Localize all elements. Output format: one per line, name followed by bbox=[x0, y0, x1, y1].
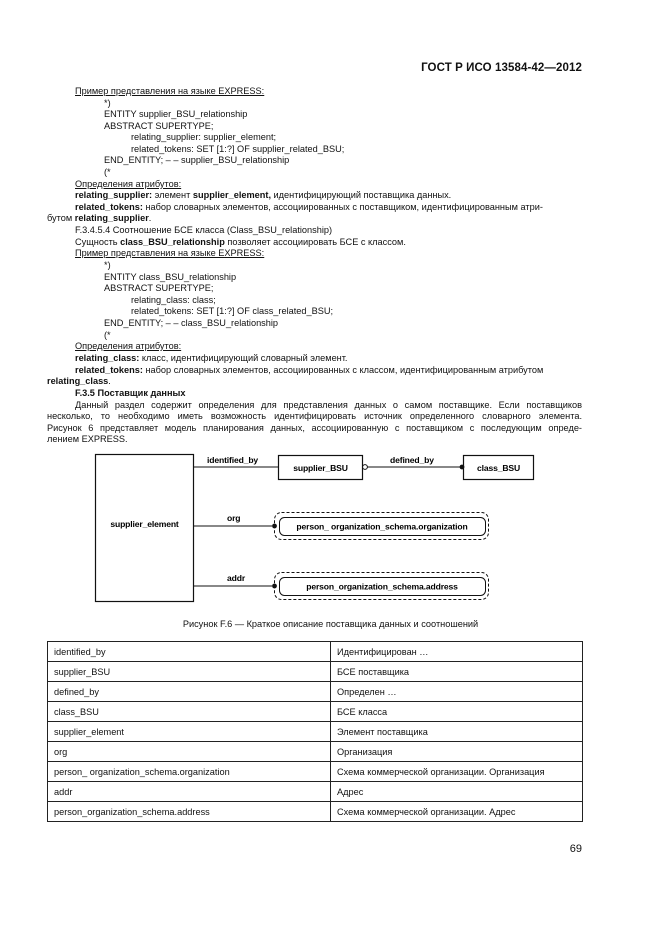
table-cell-term: class_BSU bbox=[48, 702, 331, 722]
table-cell-term: defined_by bbox=[48, 682, 331, 702]
section-title: F.3.5 Поставщик данных bbox=[75, 388, 186, 398]
table-cell-translation: Элемент поставщика bbox=[331, 722, 583, 742]
table-cell-translation: Определен … bbox=[331, 682, 583, 702]
table-row bbox=[48, 662, 583, 682]
attribute-term: related_tokens: bbox=[75, 365, 143, 375]
attribute-text: бутом bbox=[47, 213, 75, 223]
table-cell-term: supplier_element bbox=[48, 722, 331, 742]
code-line: *) bbox=[104, 98, 111, 108]
entity-label-supplier-bsu: supplier_BSU bbox=[293, 463, 348, 473]
attribute-text: идентифицирующий поставщика данных. bbox=[271, 190, 452, 200]
table-cell-term: supplier_BSU bbox=[48, 662, 331, 682]
entity-text: Сущность bbox=[75, 237, 121, 247]
paragraph-line: Данный раздел содержит определения для представления данных о самом поставщике. Если поставщиков bbox=[75, 400, 582, 410]
code-line: ENTITY class_BSU_relationship bbox=[104, 272, 237, 282]
table-row bbox=[48, 802, 583, 822]
attribute-bold-ref: relating_class bbox=[47, 376, 109, 386]
table-row bbox=[48, 782, 583, 802]
paragraph-line: несколько, то необходимо иметь возможность идентифицировать источник определенного словарного элемента. bbox=[47, 411, 582, 421]
attribute-text: элемент bbox=[152, 190, 193, 200]
table-row bbox=[48, 762, 583, 782]
relation-label-defined-by: defined_by bbox=[390, 455, 434, 465]
attribute-text: . bbox=[148, 213, 152, 223]
table-cell-term: identified_by bbox=[48, 642, 331, 662]
code-line: *) bbox=[104, 260, 111, 270]
page-number: 69 bbox=[569, 843, 582, 855]
document-header: ГОСТ Р ИСО 13584-42—2012 bbox=[421, 62, 582, 74]
code-line: END_ENTITY; – – supplier_BSU_relationship bbox=[104, 155, 290, 165]
example-heading: Пример представления на языке EXPRESS: bbox=[75, 86, 265, 96]
attribute-term: relating_class: bbox=[75, 353, 140, 363]
attribute-bold-ref: supplier_element, bbox=[192, 190, 271, 200]
code-line: END_ENTITY; – – class_BSU_relationship bbox=[104, 318, 279, 328]
code-line: relating_supplier: supplier_element; bbox=[131, 132, 277, 142]
table-cell-translation: Идентифицирован … bbox=[331, 642, 583, 662]
attributes-heading: Определения атрибутов: bbox=[75, 179, 182, 189]
schema-ref-label-addr: person_organization_schema.address bbox=[306, 581, 458, 592]
relation-label-org: org bbox=[227, 513, 241, 523]
example-heading: Пример представления на языке EXPRESS: bbox=[75, 248, 265, 258]
table-cell-term: addr bbox=[48, 782, 331, 802]
code-line: ENTITY supplier_BSU_relationship bbox=[104, 109, 248, 119]
attribute-text: класс, идентифицирующий словарный элемент. bbox=[139, 353, 348, 363]
table-cell-translation: Адрес bbox=[331, 782, 583, 802]
code-line: ABSTRACT SUPERTYPE; bbox=[104, 283, 214, 293]
table-cell-translation: БСЕ поставщика bbox=[331, 662, 583, 682]
table-cell-term: person_ organization_schema.organization bbox=[48, 762, 331, 782]
table-cell-term: org bbox=[48, 742, 331, 762]
entity-name: class_BSU_relationship bbox=[120, 237, 225, 247]
table-cell-term: person_organization_schema.address bbox=[48, 802, 331, 822]
code-line: related_tokens: SET [1:?] OF class_related_BSU; bbox=[131, 306, 334, 316]
table-row bbox=[48, 682, 583, 702]
relation-end-circle bbox=[363, 465, 368, 470]
code-line: (* bbox=[104, 330, 111, 340]
table-row bbox=[48, 722, 583, 742]
entity-text: позволяет ассоциировать БСЕ с классом. bbox=[224, 237, 406, 247]
entity-label-supplier-element: supplier_element bbox=[110, 519, 179, 529]
attribute-text: . bbox=[108, 376, 111, 386]
attribute-text: набор словарных элементов, ассоциированных с поставщиком, идентифицированным атри- bbox=[142, 202, 543, 212]
section-title: F.3.4.5.4 Соотношение БСЕ класса (Class_BSU_relationship) bbox=[75, 225, 333, 235]
code-line: relating_class: class; bbox=[131, 295, 216, 305]
terms-table bbox=[47, 641, 583, 822]
attribute-term: relating_supplier: bbox=[75, 190, 153, 200]
table-cell-translation: Схема коммерческой организации. Адрес bbox=[331, 802, 583, 822]
relation-label-addr: addr bbox=[227, 573, 246, 583]
paragraph-line: лением EXPRESS. bbox=[47, 434, 128, 444]
table-cell-translation: Схема коммерческой организации. Организация bbox=[331, 762, 583, 782]
entity-label-class-bsu: class_BSU bbox=[476, 463, 521, 473]
table-row bbox=[48, 702, 583, 722]
figure-caption: Рисунок F.6 — Краткое описание поставщика данных и соотношений bbox=[182, 619, 479, 629]
code-line: (* bbox=[104, 167, 111, 177]
table-cell-translation: БСЕ класса bbox=[331, 702, 583, 722]
relation-label-identified-by: identified_by bbox=[207, 455, 259, 465]
table-cell-translation: Организация bbox=[331, 742, 583, 762]
paragraph-line: Рисунок 6 представляет модель планирования данных, ассоциированную с поставщиком с последующим опреде- bbox=[47, 423, 582, 433]
attributes-heading: Определения атрибутов: bbox=[75, 341, 182, 351]
attribute-bold-ref: relating_supplier bbox=[74, 213, 149, 223]
attribute-text: набор словарных элементов, ассоциированных с классом, идентифицированным атрибутом bbox=[142, 365, 544, 375]
schema-ref-label-org: person_ organization_schema.organization bbox=[296, 521, 468, 532]
code-line: ABSTRACT SUPERTYPE; bbox=[104, 121, 214, 131]
code-line: related_tokens: SET [1:?] OF supplier_related_BSU; bbox=[131, 144, 345, 154]
table-row bbox=[48, 742, 583, 762]
table-row bbox=[48, 642, 583, 662]
attribute-term: related_tokens: bbox=[75, 202, 143, 212]
